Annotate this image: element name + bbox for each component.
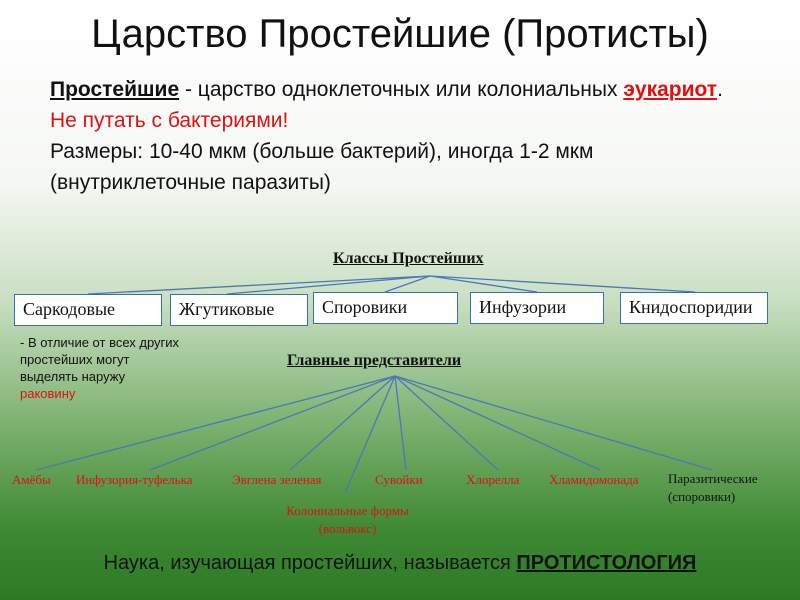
rep-vorticella: Сувойки [375,472,423,487]
warning-text: Не путать с бактериями! [50,109,289,132]
rep-euglena: Эвглена зеленая [232,472,322,487]
sarcodina-note [20,334,180,402]
note-text: - В отличие от всех других простейших могут выделять наружу [20,335,180,384]
science-name: ПРОТИСТОЛОГИЯ [516,552,697,574]
footer-sentence: Наука, изучающая простейших, называется [103,552,517,574]
term-eukaryotes: эукариот [623,78,718,101]
slide-title: Царство Простейшие (Протисты) [91,12,709,56]
rep-chlamydomonas: Хламидомонада [549,472,639,487]
rep-parasitic: Паразитические (споровики) [668,471,758,504]
definition-text: - царство одноклеточных или колониальных [179,78,624,101]
rep-paramecium: Инфузория-туфелька [76,472,193,487]
class-box-sporozoa: Споровики [313,292,458,324]
representatives-header: Главные представители [287,352,462,369]
class-box-sarcodina: Саркодовые [14,294,162,326]
classes-header: Классы Простейших [333,250,484,267]
connector-line [395,376,712,470]
connector-line [150,376,395,470]
sizes-line-1: Размеры: 10-40 мкм (больше бактерий), иногда 1-2 мкм [50,140,594,163]
rep-colonial-forms: Колониальные формы (вольвокс) [286,503,409,536]
class-box-flagellates: Жгутиковые [170,294,308,326]
connector-line [395,376,600,470]
definition-end: . [717,78,723,101]
connector-line [395,376,406,470]
class-box-cnidosporidia: Книдоспоридии [620,292,768,324]
class-box-ciliates: Инфузории [470,292,604,324]
note-highlight: раковину [20,386,76,401]
connector-line [395,376,498,470]
connector-line [430,276,537,292]
connector-line [430,276,695,292]
sizes-line-2: (внутриклеточные паразиты) [50,171,331,194]
term-protozoa: Простейшие [50,78,180,101]
footer-text [0,552,800,575]
rep-chlorella: Хлорелла [466,472,520,487]
rep-amoeba: Амёбы [12,472,51,487]
